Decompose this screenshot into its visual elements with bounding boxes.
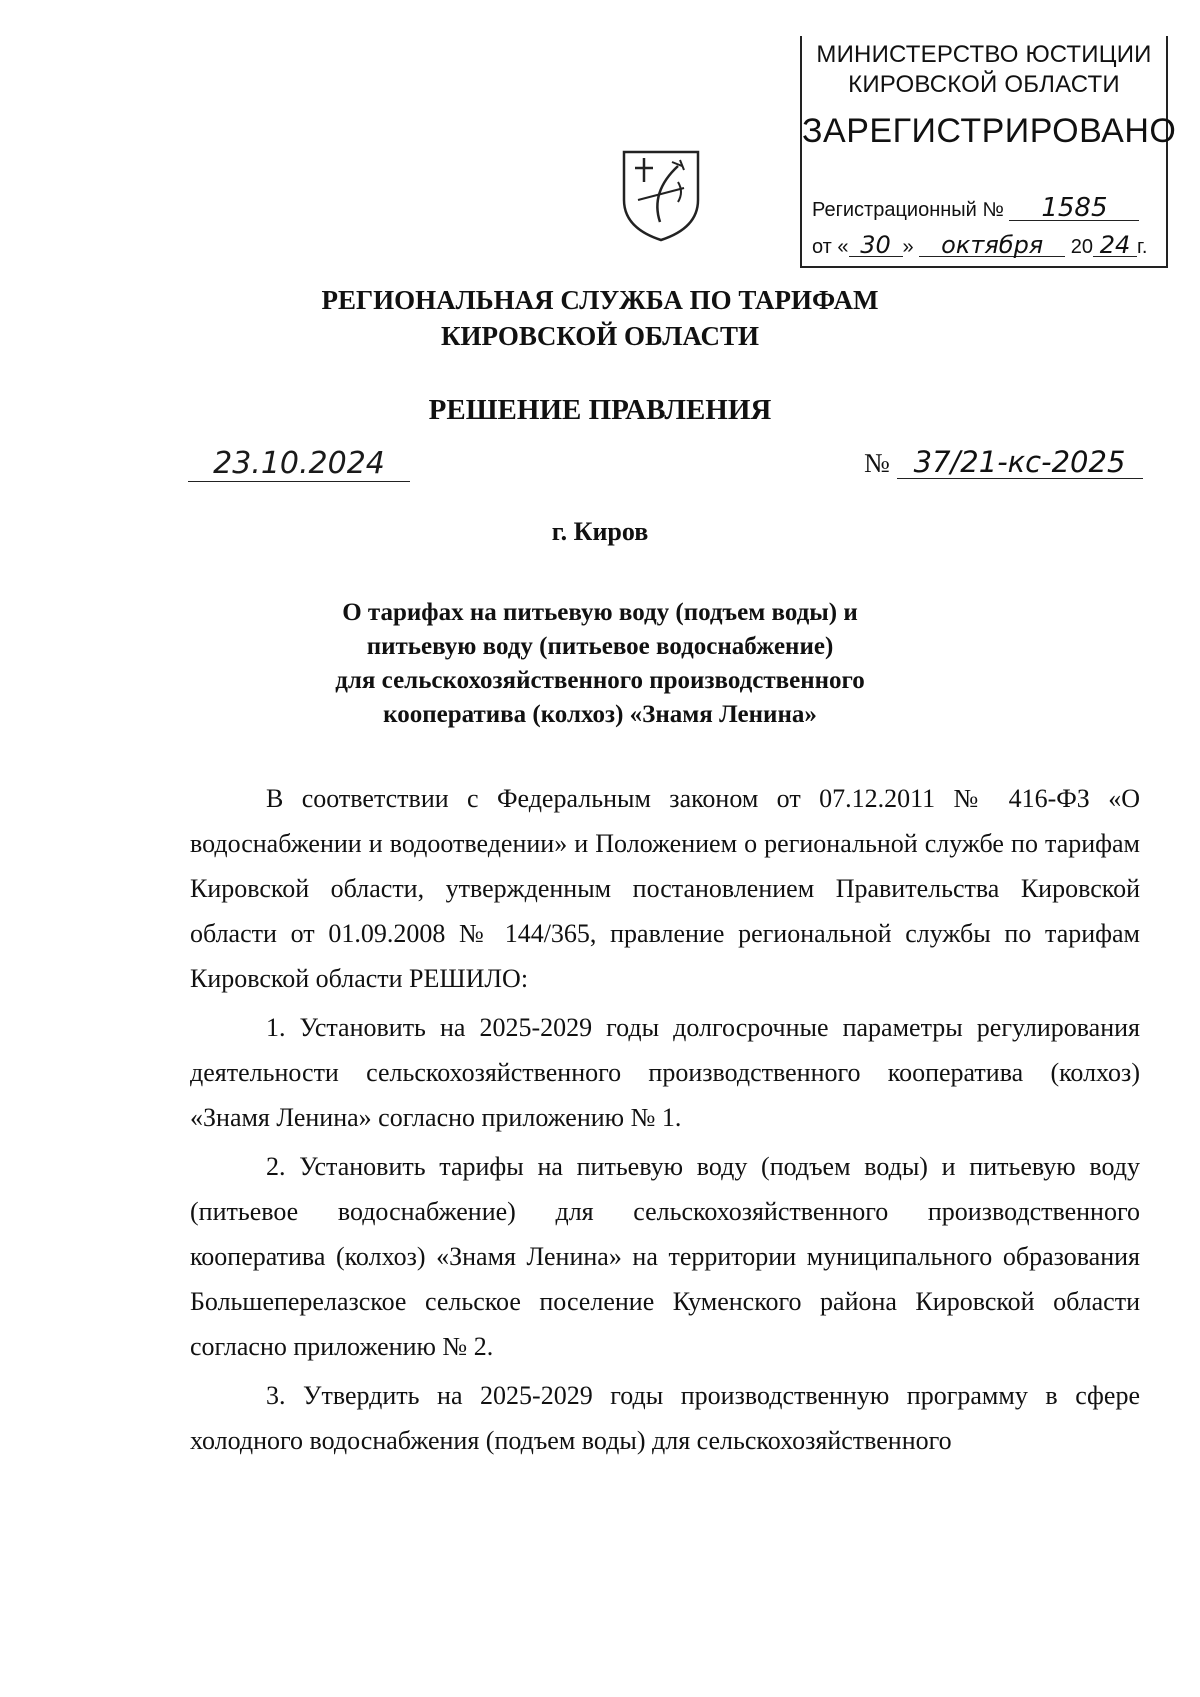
organization-name-line1: РЕГИОНАЛЬНАЯ СЛУЖБА ПО ТАРИФАМ xyxy=(321,285,879,315)
stamp-date xyxy=(812,231,1162,259)
decision-number xyxy=(864,445,1154,481)
registration-stamp xyxy=(800,36,1177,268)
stamp-reg-label: Регистрационный № xyxy=(812,199,1004,221)
item-1-paragraph: 1. Установить на 2025-2029 годы долгосрочные параметры регулирования деятельности сельскохозяйственного производственного кооператива (колхоз) «Знамя Ленина» согласно приложению № 1. xyxy=(190,1013,1140,1132)
stamp-date-year: 24 xyxy=(1093,234,1137,257)
stamp-registered: ЗАРЕГИСТРИРОВАНО xyxy=(802,112,1177,150)
decision-body xyxy=(190,776,1140,1467)
stamp-date-suffix: г. xyxy=(1137,236,1148,258)
stamp-reg-number-handwritten: 1585 xyxy=(1009,196,1139,221)
decision-number-handwritten: 37/21-кс-2025 xyxy=(897,446,1143,479)
subject-line3: для сельскохозяйственного производственного xyxy=(335,667,865,694)
city: г. Киров xyxy=(551,517,649,546)
decision-subject xyxy=(0,596,1200,732)
subject-line4: кооператива (колхоз) «Знамя Ленина» xyxy=(383,701,817,728)
stamp-ministry-line1: МИНИСТЕРСТВО ЮСТИЦИИ xyxy=(816,41,1152,68)
stamp-ministry xyxy=(802,40,1166,100)
coat-of-arms-icon xyxy=(620,148,702,244)
decision-title: РЕШЕНИЕ ПРАВЛЕНИЯ xyxy=(428,394,772,426)
item-2-paragraph: 2. Установить тарифы на питьевую воду (подъем воды) и питьевую воду (питьевое водоснабжение) для сельскохозяйственного производственного кооператива (колхоз) «Знамя Ленина» на территории муниципального образования Большеперелазское сельское поселение Куменского района Кировской области согласно приложению № 2. xyxy=(190,1152,1140,1361)
decision-number-label: № xyxy=(864,448,890,478)
stamp-registration-number xyxy=(812,193,1152,223)
preamble-paragraph: В соответствии с Федеральным законом от 07.12.2011 № 416-ФЗ «О водоснабжении и водоотведении» и Положением о региональной службе по тарифам Кировской области, утвержденным постановлением Правительства Кировской области от 01.09.2008 № 144/365, правление региональной службы по тарифам Кировской области РЕШИЛО: xyxy=(190,784,1140,993)
stamp-date-day: 30 xyxy=(849,234,903,257)
stamp-date-sep: » xyxy=(902,236,914,258)
item-3-paragraph: 3. Утвердить на 2025-2029 годы производственную программу в сфере холодного водоснабжения (подъем воды) для сельскохозяйственного xyxy=(190,1381,1140,1455)
organization-name xyxy=(0,282,1200,354)
stamp-date-month: октября xyxy=(919,234,1065,257)
subject-line2: питьевую воду (питьевое водоснабжение) xyxy=(366,633,834,660)
subject-line1: О тарифах на питьевую воду (подъем воды) и xyxy=(342,599,858,626)
organization-name-line2: КИРОВСКОЙ ОБЛАСТИ xyxy=(440,321,760,351)
stamp-date-year-prefix: 20 xyxy=(1070,236,1094,258)
decision-date-handwritten: 23.10.2024 xyxy=(188,447,410,482)
stamp-ministry-line2: КИРОВСКОЙ ОБЛАСТИ xyxy=(848,71,1120,98)
stamp-date-prefix: от « xyxy=(812,236,849,258)
